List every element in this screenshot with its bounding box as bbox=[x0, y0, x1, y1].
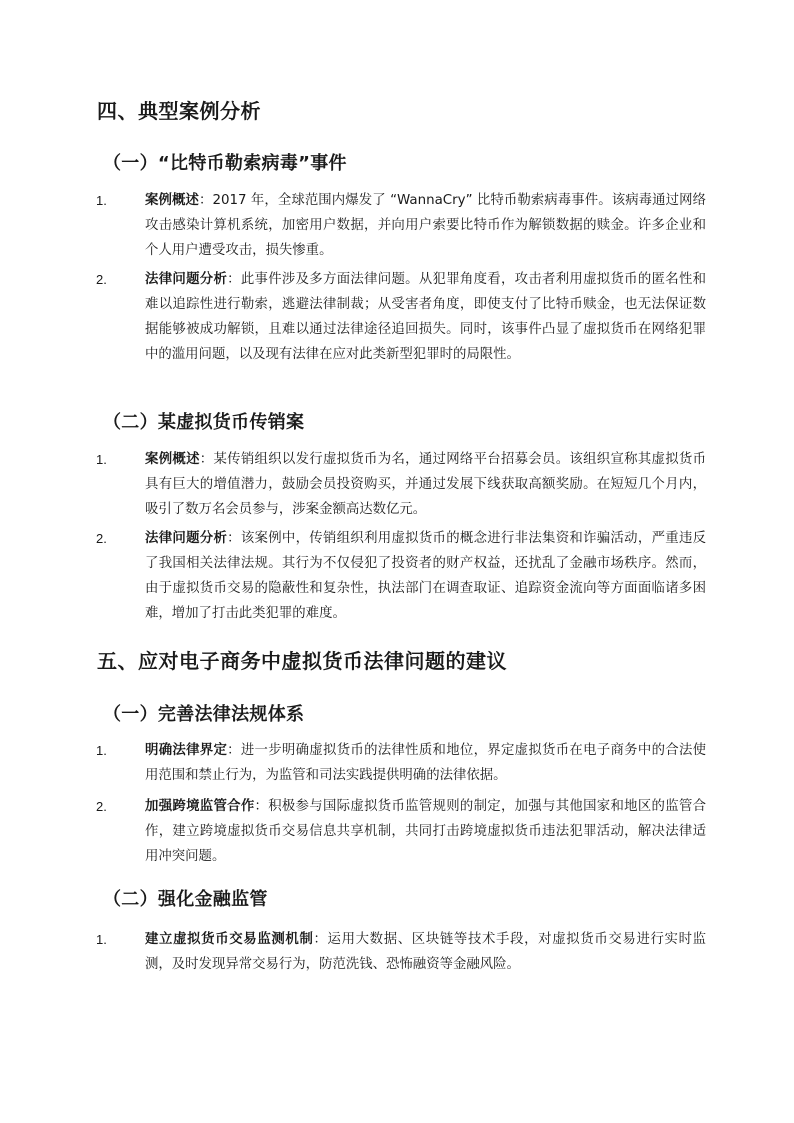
section-4-2-heading: （二）某虚拟货币传销案 bbox=[103, 412, 305, 433]
list-item-text bbox=[145, 188, 706, 263]
list-number: 2. bbox=[96, 799, 107, 814]
section-4-1-heading: （一）“比特币勒索病毒”事件 bbox=[103, 153, 347, 174]
item-separator: ： bbox=[227, 743, 241, 758]
list-item bbox=[96, 738, 706, 788]
item-label: 案例概述 bbox=[145, 193, 199, 208]
item-separator: ： bbox=[199, 452, 214, 467]
item-separator: ： bbox=[198, 193, 213, 208]
item-label: 明确法律界定 bbox=[145, 743, 228, 758]
list-item bbox=[96, 188, 706, 263]
item-separator: ： bbox=[254, 799, 269, 814]
item-body: 此事件涉及多方面法律问题。从犯罪角度看，攻击者利用虚拟货币的匿名性和难以追踪性进行勒索，逃避法律制裁；从受害者角度，即使支付了比特币赎金，也无法保证数据能够被成功解锁，且难以通过法律途径追回损失。同时，该事件凸显了虚拟货币在网络犯罪中的滥用问题，以及现有法律在应对此类新型犯罪时的局限性。 bbox=[145, 272, 707, 362]
list-item bbox=[96, 267, 706, 367]
item-label: 法律问题分析 bbox=[145, 272, 228, 287]
list-item-text bbox=[145, 927, 706, 977]
list-item bbox=[96, 794, 706, 869]
item-body: 积极参与国际虚拟货币监管规则的制定，加强与其他国家和地区的监管合作，建立跨境虚拟货币交易信息共享机制，共同打击跨境虚拟货币违法犯罪活动，解决法律适用冲突问题。 bbox=[145, 799, 707, 864]
list-number: 1. bbox=[96, 452, 107, 467]
list-item-text bbox=[145, 526, 706, 626]
list-item-text bbox=[145, 447, 706, 522]
item-body: 运用大数据、区块链等技术手段，对虚拟货币交易进行实时监测，及时发现异常交易行为，防范洗钱、恐怖融资等金融风险。 bbox=[145, 932, 707, 972]
list-item bbox=[96, 927, 706, 977]
item-label: 案例概述 bbox=[145, 452, 200, 467]
section-5-2-heading: （二）强化金融监管 bbox=[103, 889, 268, 910]
item-separator: ： bbox=[227, 531, 241, 546]
item-body: 2017 年，全球范围内爆发了 “WannaCry” 比特币勒索病毒事件。该病毒通过网络攻击感染计算机系统，加密用户数据，并向用户索要比特币作为解锁数据的赎金。许多企业和个人用户遭受攻击，损失惨重。 bbox=[145, 193, 707, 258]
list-item-text bbox=[145, 738, 706, 788]
item-separator: ： bbox=[313, 932, 328, 947]
list-number: 1. bbox=[96, 932, 107, 947]
list-number: 2. bbox=[96, 272, 107, 287]
section-4-heading: 四、典型案例分析 bbox=[97, 99, 261, 123]
item-body: 进一步明确虚拟货币的法律性质和地位，界定虚拟货币在电子商务中的合法使用范围和禁止行为，为监管和司法实践提供明确的法律依据。 bbox=[145, 743, 707, 783]
list-item-text bbox=[145, 267, 706, 367]
item-separator: ： bbox=[227, 272, 241, 287]
item-label: 加强跨境监管合作 bbox=[145, 799, 255, 814]
list-number: 2. bbox=[96, 531, 107, 546]
item-body: 该案例中，传销组织利用虚拟货币的概念进行非法集资和诈骗活动，严重违反了我国相关法律法规。其行为不仅侵犯了投资者的财产权益，还扰乱了金融市场秩序。然而，由于虚拟货币交易的隐蔽性和复杂性，执法部门在调查取证、追踪资金流向等方面面临诸多困难，增加了打击此类犯罪的难度。 bbox=[145, 531, 707, 621]
section-5-1-heading: （一）完善法律法规体系 bbox=[103, 704, 305, 725]
list-item bbox=[96, 447, 706, 522]
item-body: 某传销组织以发行虚拟货币为名，通过网络平台招募会员。该组织宣称其虚拟货币具有巨大的增值潜力，鼓励会员投资购买，并通过发展下线获取高额奖励。在短短几个月内，吸引了数万名会员参与，涉案金额高达数亿元。 bbox=[145, 452, 707, 517]
list-item-text bbox=[145, 794, 706, 869]
list-item bbox=[96, 526, 706, 626]
item-label: 建立虚拟货币交易监测机制 bbox=[145, 932, 314, 947]
section-5-heading: 五、应对电子商务中虚拟货币法律问题的建议 bbox=[97, 649, 507, 673]
list-number: 1. bbox=[96, 743, 107, 758]
list-number: 1. bbox=[96, 193, 107, 208]
item-label: 法律问题分析 bbox=[145, 531, 228, 546]
